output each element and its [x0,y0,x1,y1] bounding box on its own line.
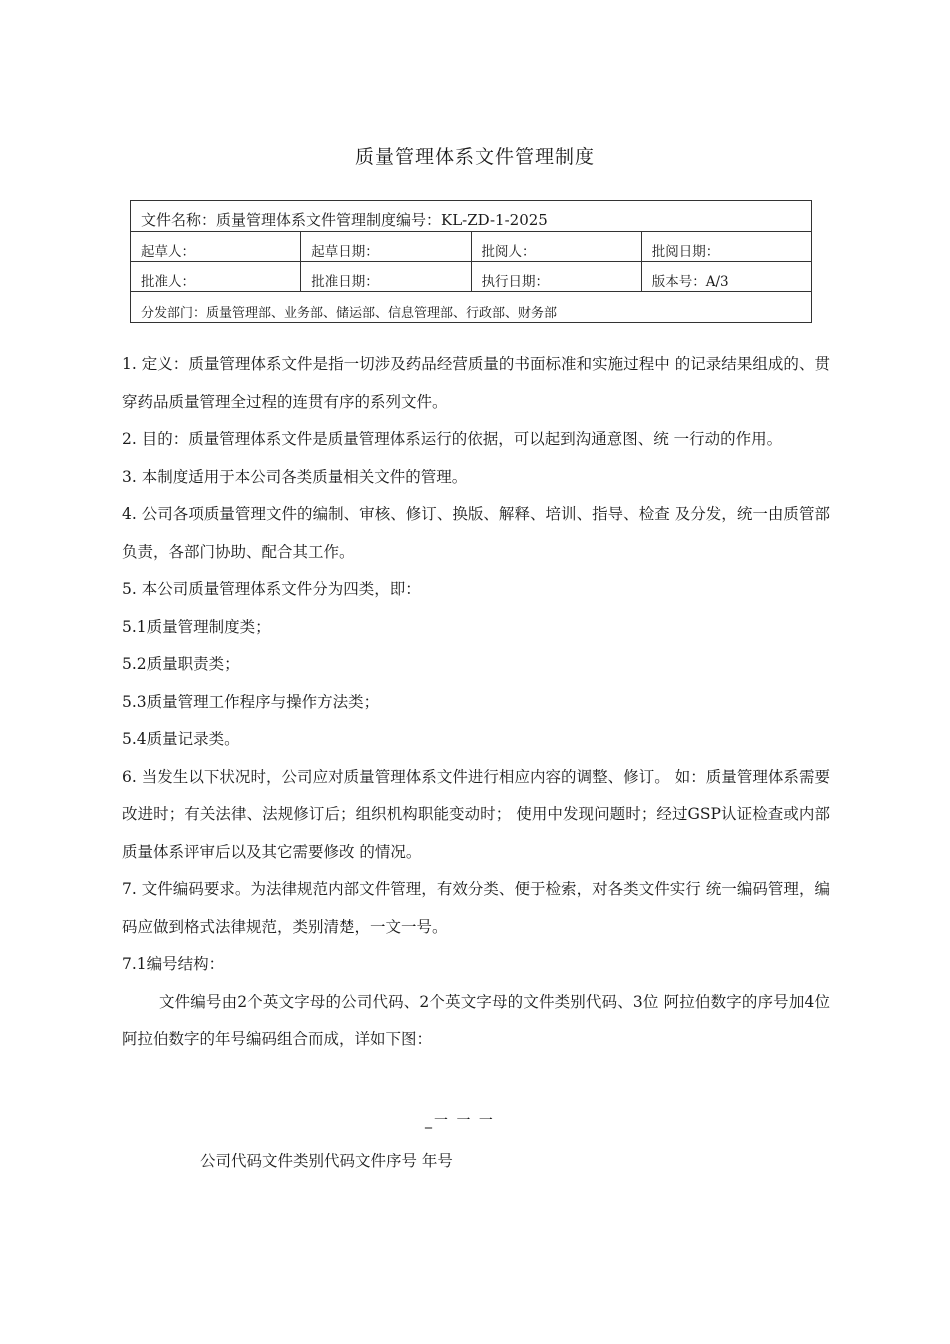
reviewer-cell: 批阅人： [471,232,641,262]
paragraph-category-4: 5.4质量记录类。 [122,730,240,748]
file-name-cell: 文件名称：质量管理体系文件管理制度编号：KL-ZD-1-2025 [131,201,812,232]
distribution-cell: 分发部门：质量管理部、业务部、储运部、信息管理部、行政部、财务部 [131,292,812,323]
paragraph-responsibility: 4. 公司各项质量管理文件的编制、审核、修订、换版、解释、培训、指导、检查 及分发，统一由质管部负责，各部门协助、配合其工作。 [122,505,830,561]
version-cell: 版本号：A/3 [641,262,811,292]
paragraph-definition: 1. 定义：质量管理体系文件是指一切涉及药品经营质量的书面标准和实施过程中 的记录结果组成的、贯穿药品质量管理全过程的连贯有序的系列文件。 [122,355,830,411]
review-date-cell: 批阅日期： [641,232,811,262]
document-body [122,346,830,1059]
code-structure-diagram: _一 一 一 [425,1113,495,1129]
effective-date-cell: 执行日期： [471,262,641,292]
document-title: 质量管理体系文件管理制度 [354,146,595,168]
paragraph-purpose: 2. 目的：质量管理体系文件是质量管理体系运行的依据，可以起到沟通意图、统 一行动的作用。 [122,430,783,448]
draft-date-cell: 起草日期： [301,232,471,262]
paragraph-code-detail: 文件编号由2个英文字母的公司代码、2个英文字母的文件类别代码、3位 阿拉伯数字的序号加4位阿拉伯数字的年号编码组合而成，详如下图： [122,992,830,1048]
paragraph-category-2: 5.2质量职责类； [122,655,240,673]
paragraph-code-structure: 7.1编号结构： [122,955,225,973]
drafter-cell: 起草人： [131,232,301,262]
paragraph-category-1: 5.1质量管理制度类； [122,617,271,636]
code-structure-labels: 公司代码文件类别代码文件序号 年号 [200,1152,453,1170]
paragraph-categories: 5. 本公司质量管理体系文件分为四类，即： [122,580,421,598]
approval-date-cell: 批准日期： [301,262,471,292]
document-info-table [130,200,812,323]
paragraph-coding: 7. 文件编码要求。为法律规范内部文件管理，有效分类、便于检索，对各类文件实行 统一编码管理，编码应做到格式法律规范，类别清楚，一文一号。 [122,880,830,936]
paragraph-category-3: 5.3质量管理工作程序与操作方法类； [122,692,380,711]
paragraph-scope: 3. 本制度适用于本公司各类质量相关文件的管理。 [122,467,468,486]
approver-cell: 批准人： [131,262,301,292]
paragraph-revision: 6. 当发生以下状况时，公司应对质量管理体系文件进行相应内容的调整、修订。 如：质量管理体系需要改进时；有关法律、法规修订后；组织机构职能变动时； 使用中发现问题时；经过GSP认证检查或内部质量体系评审后以及其它需要修改 的情况。 [122,767,830,861]
